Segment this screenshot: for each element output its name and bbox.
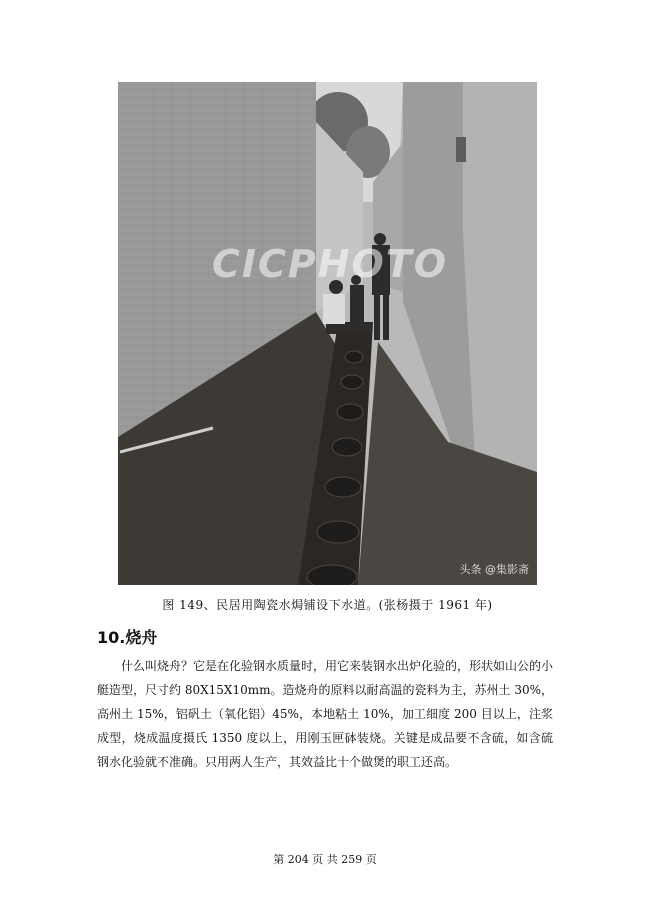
watermark: CICPHOTO xyxy=(211,242,449,286)
figure-caption: 图 149、民居用陶瓷水焗铺设下水道。(张杨摄于 1961 年) xyxy=(162,598,493,612)
source-mark: 头条 @集影斋 xyxy=(459,563,529,576)
body-text xyxy=(97,654,553,774)
section-number: 10. xyxy=(97,628,126,647)
photo xyxy=(118,82,537,585)
paragraph: 什么叫烧舟？它是在化验钢水质量时，用它来装钢水出炉化验的，形状如山公的小艇造型，尺寸约 80X15X10mm。造烧舟的原料以耐高温的瓷料为主，苏州土 30%，高州土 15%，铝矾土（氧化铝）45%，本地粘土 10%，加工细度 200 目以上，注浆成型，烧成温度摄氏 1350 度以上，用刚玉匣砵装烧。关键是成品要不含硫，如含硫钢水化验就不准确。只用两人生产，其效益比十个做煲的职工还高。 xyxy=(97,659,554,769)
section-title: 烧舟 xyxy=(125,628,158,647)
page-footer: 第 204 页 共 259 页 xyxy=(273,853,377,866)
alley-pipe-photo xyxy=(118,82,537,585)
section-heading xyxy=(97,625,157,648)
